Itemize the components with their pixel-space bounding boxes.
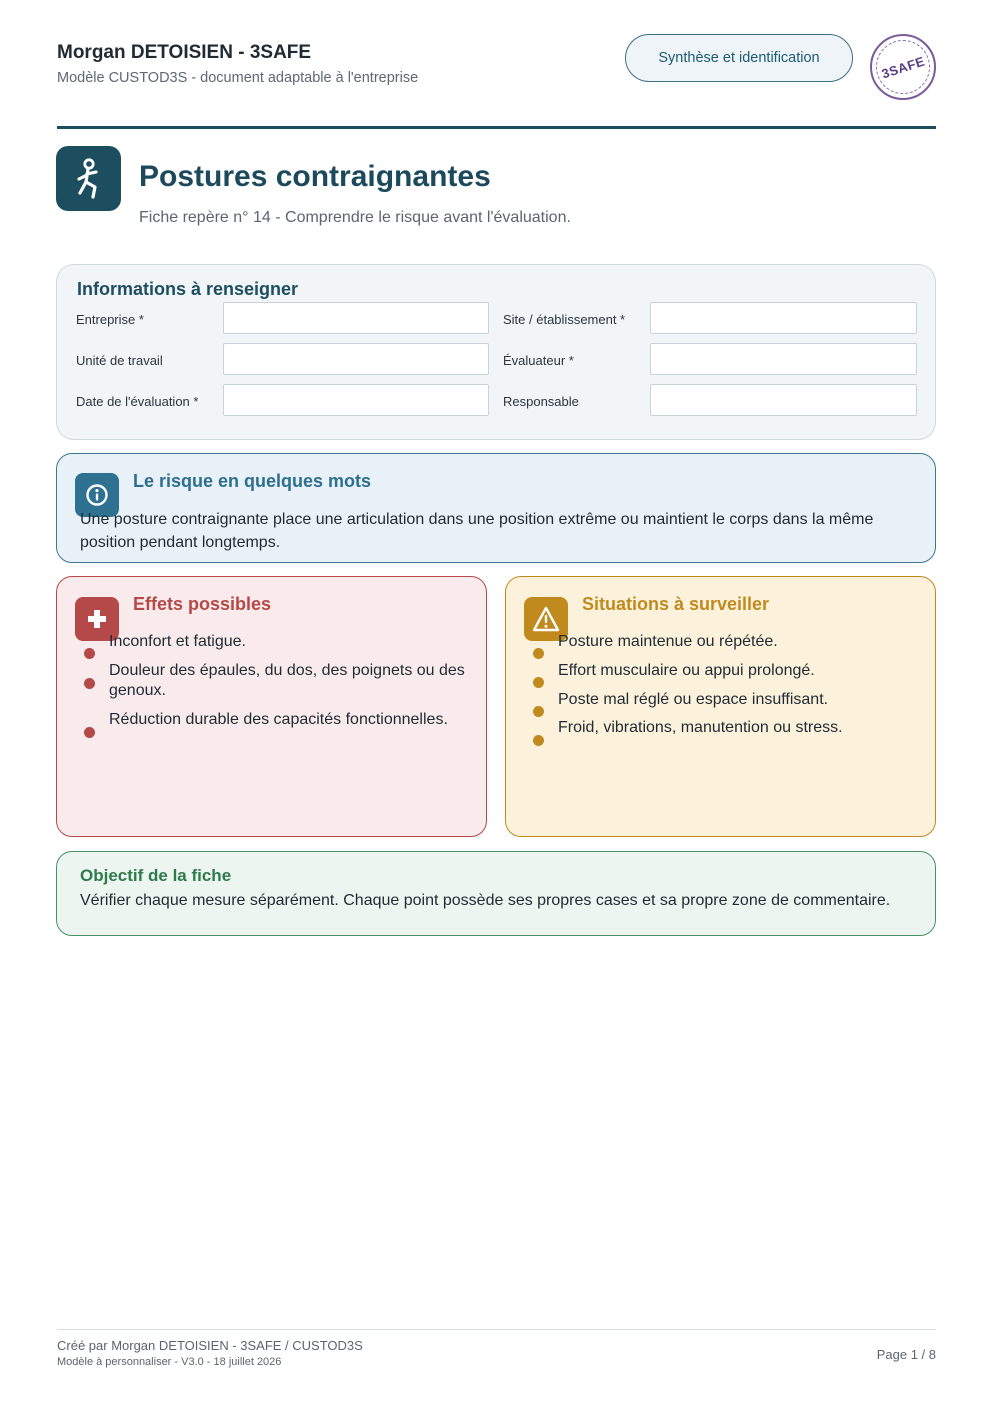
model-subtitle: Modèle CUSTOD3S - document adaptable à l'entreprise [57,70,419,86]
person-posture-icon [56,146,121,211]
objective-title: Objectif de la fiche [80,866,232,885]
objective-text: Vérifier chaque mesure séparément. Chaque point possède ses propres cases et sa propre zone de commentaire. [80,892,891,909]
field-label-responsable: Responsable [503,394,579,409]
effects-item: Inconfort et fatigue. [109,633,246,650]
field-label-date: Date de l'évaluation * [76,394,199,409]
field-label-unite: Unité de travail [76,353,163,368]
bullet-dot [533,648,544,659]
footer-divider [57,1329,936,1330]
site-field[interactable] [650,302,917,334]
effects-item: Réduction durable des capacités fonctionnelles. [109,711,448,728]
bullet-dot [84,727,95,738]
footer-creator: Créé par Morgan DETOISIEN - 3SAFE / CUSTOD3S [57,1338,363,1353]
entreprise-field[interactable] [223,302,489,334]
stamp-ring [876,40,930,94]
effects-item: Douleur des épaules, du dos, des poignets ou des genoux. [109,662,465,699]
information-card [56,264,936,440]
evaluateur-field[interactable] [650,343,917,375]
page-number: Page 1 / 8 [876,1347,936,1362]
bullet-dot [533,677,544,688]
information-heading: Informations à renseigner [77,279,299,299]
field-label-entreprise: Entreprise * [76,312,144,327]
situations-item: Froid, vibrations, manutention ou stress. [558,719,843,736]
date-evaluation-field[interactable] [223,384,489,416]
situations-item: Poste mal réglé ou espace insuffisant. [558,691,829,708]
bullet-dot [84,648,95,659]
effects-title: Effets possibles [133,594,272,614]
risk-summary-card [56,453,936,563]
stamp-logo-text: 3SAFE [879,53,927,81]
company-stamp-logo [870,34,936,100]
section-pill-label: Synthèse et identification [658,50,820,66]
risk-description: Une posture contraignante place une articulation dans une position extrême ou maintient le corps dans la même position pendant longtemps. [80,511,874,551]
footer-version: Modèle à personnaliser - V3.0 - 18 juillet 2026 [57,1356,282,1368]
situations-item: Effort musculaire ou appui prolongé. [558,662,815,679]
field-label-evaluateur: Évaluateur * [503,353,574,368]
situations-item: Posture maintenue ou répétée. [558,633,778,650]
document-header [57,42,936,102]
bullet-dot [533,706,544,717]
situations-card [505,576,936,837]
header-divider [57,126,936,129]
risk-title: Le risque en quelques mots [133,471,372,491]
bullet-dot [533,735,544,746]
situations-title: Situations à surveiller [582,594,770,614]
page-title: Postures contraignantes [139,160,491,193]
unite-travail-field[interactable] [223,343,489,375]
effects-card [56,576,487,837]
bullet-dot [84,678,95,689]
responsable-field[interactable] [650,384,917,416]
objective-card [56,851,936,936]
field-label-site: Site / établissement * [503,312,626,327]
page-subtitle: Fiche repère n° 14 - Comprendre le risque avant l'évaluation. [139,209,571,226]
author-name: Morgan DETOISIEN - 3SAFE [57,42,312,63]
section-pill[interactable] [625,34,853,82]
